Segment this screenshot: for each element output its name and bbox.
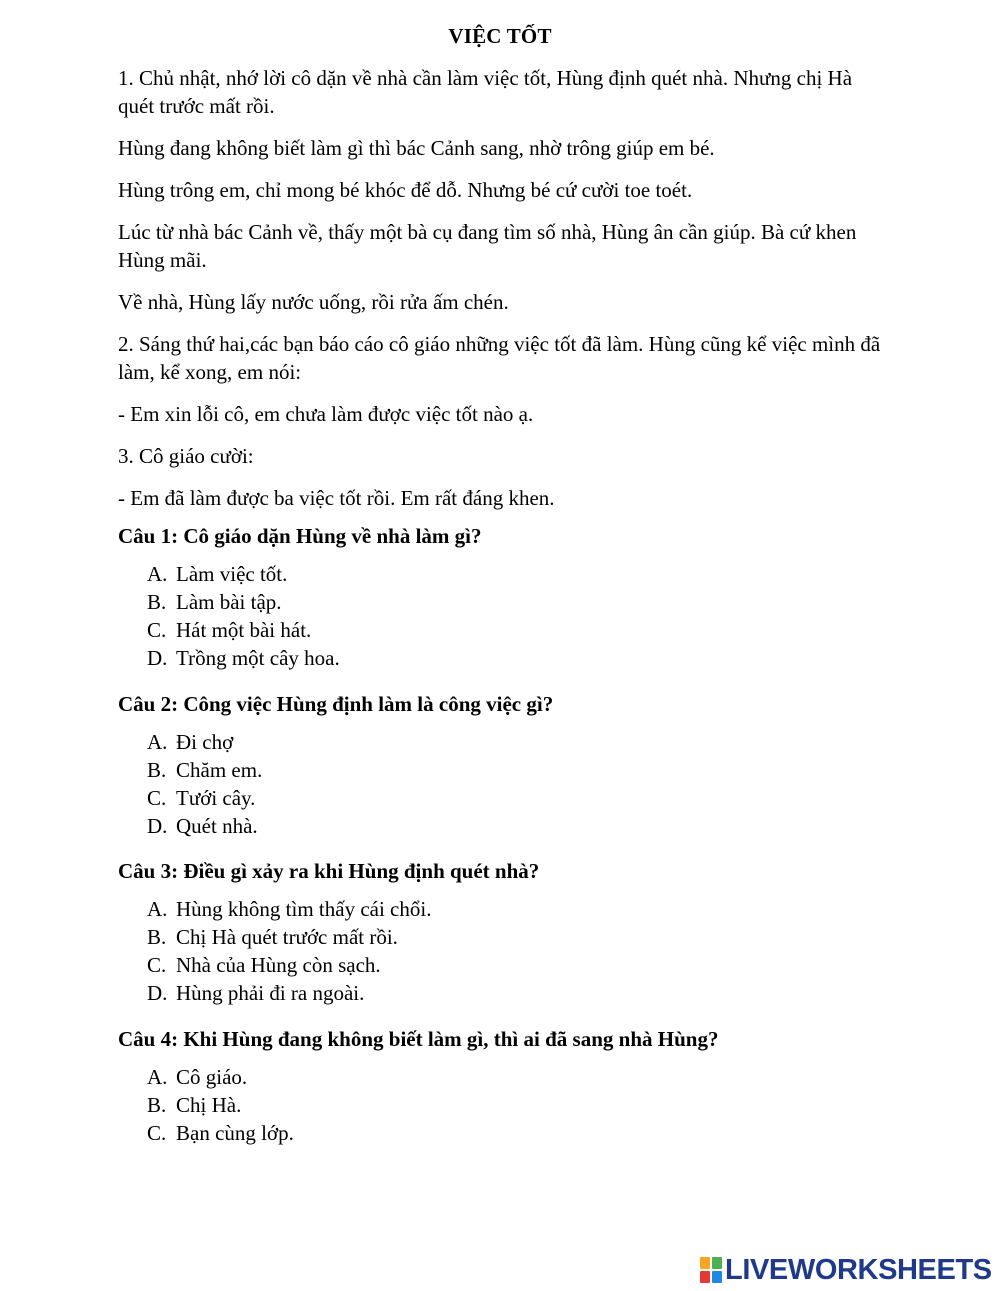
option-text: Quét nhà.	[176, 814, 258, 838]
question-2-text: Câu 2: Công việc Hùng định làm là công việc gì?	[118, 692, 554, 716]
option-text: Trồng một cây hoa.	[176, 646, 340, 670]
option-letter: B.	[147, 1093, 167, 1117]
answer-option[interactable]	[147, 923, 918, 951]
story-paragraph: - Em xin lỗi cô, em chưa làm được việc tốt nào ạ.	[118, 402, 534, 426]
answer-option[interactable]	[147, 1091, 918, 1119]
option-letter: B.	[147, 590, 167, 614]
story-text	[118, 64, 888, 526]
option-letter: D.	[147, 981, 168, 1005]
question-4-options	[118, 1063, 918, 1147]
answer-option[interactable]	[147, 560, 918, 588]
answer-option[interactable]	[147, 644, 918, 672]
story-paragraph: - Em đã làm được ba việc tốt rồi. Em rất đáng khen.	[118, 486, 555, 510]
question-3-options	[118, 895, 918, 1007]
question-2-options	[118, 728, 918, 840]
option-letter: C.	[147, 786, 167, 810]
option-text: Cô giáo.	[176, 1065, 248, 1089]
option-letter: D.	[147, 814, 168, 838]
option-text: Nhà của Hùng còn sạch.	[176, 953, 381, 977]
story-paragraph: Hùng trông em, chỉ mong bé khóc để dỗ. Nhưng bé cứ cười toe toét.	[118, 178, 693, 202]
logo-block	[712, 1271, 722, 1283]
logo-text: LIVEWORKSHEETS	[725, 1254, 992, 1286]
option-letter: D.	[147, 646, 168, 670]
story-paragraph: Lúc từ nhà bác Cảnh về, thấy một bà cụ đang tìm số nhà, Hùng ân cần giúp. Bà cứ khen Hùng mãi.	[118, 220, 857, 272]
option-letter: C.	[147, 1121, 167, 1145]
option-text: Hùng không tìm thấy cái chổi.	[176, 897, 432, 921]
option-letter: A.	[147, 730, 168, 754]
question-4-text: Câu 4: Khi Hùng đang không biết làm gì, thì ai đã sang nhà Hùng?	[118, 1027, 719, 1051]
option-letter: B.	[147, 925, 167, 949]
question-block-2	[118, 690, 918, 840]
story-paragraph: 3. Cô giáo cười:	[118, 444, 254, 468]
question-1-text: Câu 1: Cô giáo dặn Hùng về nhà làm gì?	[118, 524, 482, 548]
logo-block	[712, 1257, 722, 1269]
option-text: Làm việc tốt.	[176, 562, 288, 586]
logo-block	[700, 1257, 710, 1269]
answer-option[interactable]	[147, 1119, 918, 1147]
question-block-4	[118, 1025, 918, 1147]
option-letter: C.	[147, 618, 167, 642]
answer-option[interactable]	[147, 895, 918, 923]
answer-option[interactable]	[147, 588, 918, 616]
question-3-text: Câu 3: Điều gì xảy ra khi Hùng định quét nhà?	[118, 859, 540, 883]
option-text: Làm bài tập.	[176, 590, 282, 614]
answer-option[interactable]	[147, 728, 918, 756]
story-paragraph: 2. Sáng thứ hai,các bạn báo cáo cô giáo những việc tốt đã làm. Hùng cũng kể việc mình đã làm, kể xong, em nói:	[118, 332, 881, 384]
story-paragraph: Về nhà, Hùng lấy nước uống, rồi rửa ấm chén.	[118, 290, 509, 314]
option-text: Hát một bài hát.	[176, 618, 312, 642]
option-text: Chị Hà.	[176, 1093, 242, 1117]
liveworksheets-logo-icon	[700, 1257, 722, 1283]
page-title: VIỆC TỐT	[448, 24, 552, 48]
option-text: Chị Hà quét trước mất rồi.	[176, 925, 398, 949]
option-letter: A.	[147, 562, 168, 586]
question-block-3	[118, 857, 918, 1007]
answer-option[interactable]	[147, 951, 918, 979]
answer-option[interactable]	[147, 812, 918, 840]
option-text: Hùng phải đi ra ngoài.	[176, 981, 365, 1005]
story-paragraph: Hùng đang không biết làm gì thì bác Cảnh sang, nhờ trông giúp em bé.	[118, 136, 715, 160]
answer-option[interactable]	[147, 784, 918, 812]
question-block-1	[118, 522, 918, 672]
option-text: Bạn cùng lớp.	[176, 1121, 294, 1145]
option-letter: A.	[147, 897, 168, 921]
question-1-options	[118, 560, 918, 672]
option-text: Đi chợ	[176, 730, 234, 754]
option-text: Chăm em.	[176, 758, 263, 782]
option-letter: A.	[147, 1065, 168, 1089]
option-letter: B.	[147, 758, 167, 782]
story-paragraph: 1. Chủ nhật, nhớ lời cô dặn về nhà cần làm việc tốt, Hùng định quét nhà. Nhưng chị Hà quét trước mất rồi.	[118, 66, 853, 118]
answer-option[interactable]	[147, 616, 918, 644]
option-text: Tưới cây.	[176, 786, 256, 810]
answer-option[interactable]	[147, 1063, 918, 1091]
option-letter: C.	[147, 953, 167, 977]
answer-option[interactable]	[147, 979, 918, 1007]
logo-block	[700, 1271, 710, 1283]
answer-option[interactable]	[147, 756, 918, 784]
liveworksheets-logo[interactable]	[700, 1256, 992, 1284]
